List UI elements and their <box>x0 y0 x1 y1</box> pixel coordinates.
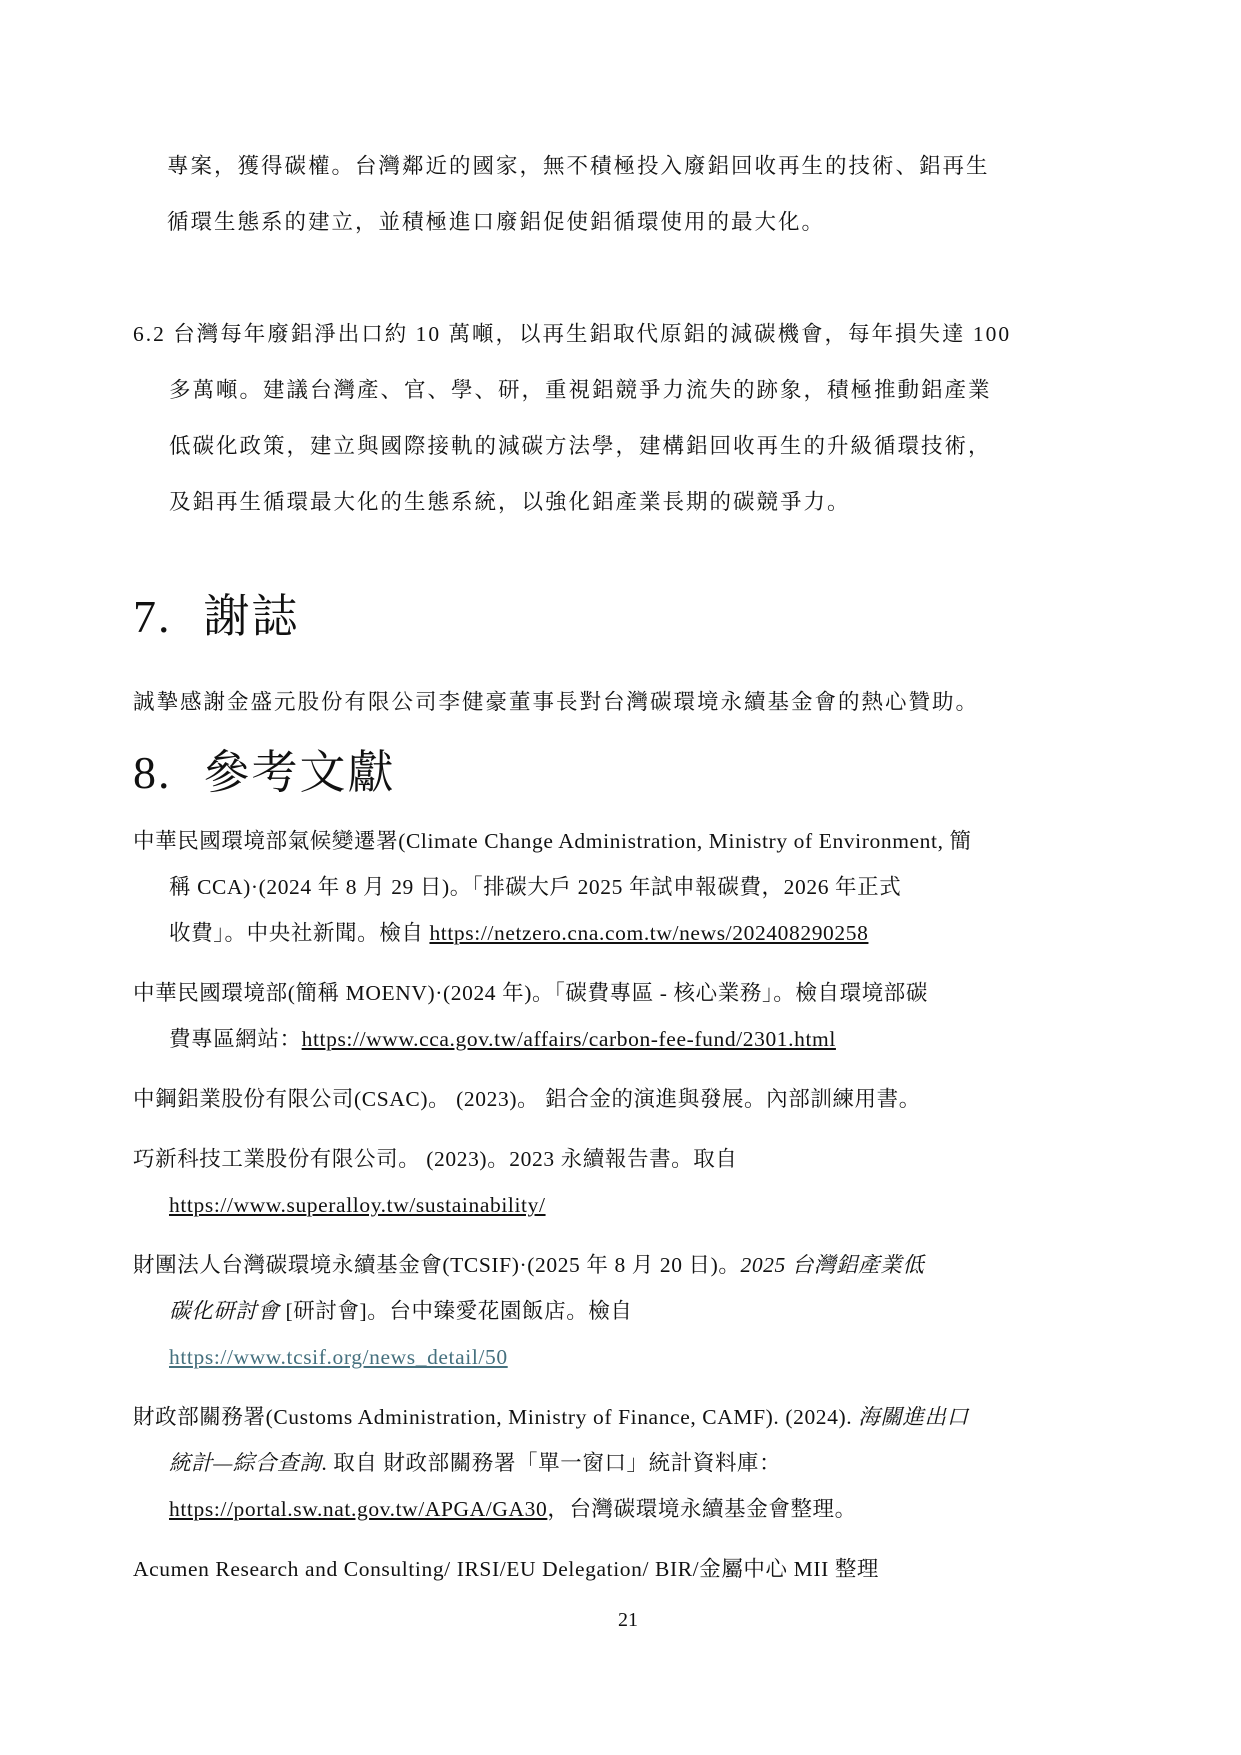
text-line <box>133 1334 1123 1380</box>
text-segment: ，台灣碳環境永續基金會整理。 <box>547 1497 857 1521</box>
text-segment: 專案，獲得碳權。台灣鄰近的國家，無不積極投入廢鋁回收再生的技術、鋁再生 <box>167 154 990 178</box>
text-segment: . 取自 財政部關務署「單一窗口」統計資料庫： <box>321 1451 782 1475</box>
section-7-number: 7. <box>133 591 172 642</box>
text-segment: 2025 台灣鋁產業低 <box>740 1253 925 1277</box>
text-line <box>133 970 1123 1016</box>
reference-entry <box>133 1546 1123 1592</box>
text-line <box>133 1136 1123 1182</box>
text-line <box>133 864 1123 910</box>
reference-entry <box>133 1076 1123 1122</box>
reference-link[interactable]: https://www.cca.gov.tw/affairs/carbon-fee-fund/2301.html <box>301 1027 836 1051</box>
text-line <box>133 418 1123 474</box>
text-segment: 海關進出口 <box>858 1405 969 1429</box>
text-segment: 碳化研討會 <box>169 1299 280 1323</box>
text-line <box>133 1076 1123 1122</box>
text-segment: Acumen Research and Consulting/ IRSI/EU Delegation/ BIR/金屬中心 MII 整理 <box>133 1557 880 1581</box>
text-line <box>133 910 1123 956</box>
text-segment: 統計—綜合查詢 <box>169 1451 322 1475</box>
text-segment: 中鋼鋁業股份有限公司(CSAC)。 (2023)。 鋁合金的演進與發展。內部訓練用書。 <box>133 1087 921 1111</box>
reference-entry <box>133 1242 1123 1380</box>
section-8-number: 8. <box>133 747 172 798</box>
text-line <box>133 1288 1123 1334</box>
text-segment: 循環生態系的建立，並積極進口廢鋁促使鋁循環使用的最大化。 <box>167 210 826 234</box>
item-6-2 <box>133 306 1123 530</box>
text-line <box>133 1016 1123 1062</box>
text-line <box>133 1486 1123 1532</box>
text-line <box>133 138 1123 194</box>
text-segment: 中華民國環境部(簡稱 MOENV)·(2024 年)。「碳費專區 - 核心業務」。檢自環境部碳 <box>133 981 928 1005</box>
reference-entry <box>133 1136 1123 1228</box>
text-segment: 費專區網站： <box>169 1027 302 1051</box>
text-segment: 巧新科技工業股份有限公司。 (2023)。2023 永續報告書。取自 <box>133 1147 738 1171</box>
text-line <box>133 1546 1123 1592</box>
reference-list <box>133 818 1123 1592</box>
text-segment: 財政部關務署(Customs Administration, Ministry of Finance, CAMF). (2024). <box>133 1405 859 1429</box>
acknowledgement-paragraph: 誠摯感謝金盛元股份有限公司李健豪董事長對台灣碳環境永續基金會的熱心贊助。 <box>133 690 980 714</box>
text-line <box>133 1440 1123 1486</box>
text-segment: 收費」。中央社新聞。檢自 <box>169 921 430 945</box>
text-segment: 低碳化政策，建立與國際接軌的減碳方法學，建構鋁回收再生的升級循環技術， <box>169 434 992 458</box>
text-segment: 財團法人台灣碳環境永續基金會(TCSIF)·(2025 年 8 月 20 日)。 <box>133 1253 741 1277</box>
text-segment: 及鋁再生循環最大化的生態系統，以強化鋁產業長期的碳競爭力。 <box>169 490 851 514</box>
section-8-heading <box>133 742 1123 804</box>
text-line <box>133 362 1123 418</box>
reference-entry <box>133 1394 1123 1532</box>
text-line <box>133 1242 1123 1288</box>
text-segment: 中華民國環境部氣候變遷署(Climate Change Administration, Ministry of Environment, 簡 <box>133 829 972 853</box>
text-line <box>133 1182 1123 1228</box>
reference-link[interactable]: https://netzero.cna.com.tw/news/202408290258 <box>429 921 869 945</box>
page-number: 21 <box>618 1609 638 1631</box>
section-7-heading <box>133 586 1123 648</box>
text-line <box>133 194 1123 250</box>
section-8-title: 參考文獻 <box>203 747 396 798</box>
reference-entry <box>133 970 1123 1062</box>
text-line <box>133 306 1123 362</box>
text-segment: 多萬噸。建議台灣產、官、學、研，重視鋁競爭力流失的跡象，積極推動鋁產業 <box>169 378 992 402</box>
text-line <box>133 1394 1123 1440</box>
reference-entry <box>133 818 1123 956</box>
reference-link[interactable]: https://www.tcsif.org/news_detail/50 <box>169 1345 508 1369</box>
text-line <box>133 474 1123 530</box>
section-7-title: 謝誌 <box>203 591 300 642</box>
continuation-paragraph <box>133 138 1123 250</box>
text-line <box>133 818 1123 864</box>
reference-link[interactable]: https://www.superalloy.tw/sustainability/ <box>169 1193 546 1217</box>
text-segment: 6.2 台灣每年廢鋁淨出口約 10 萬噸，以再生鋁取代原鋁的減碳機會，每年損失達 100 <box>133 322 1012 346</box>
text-segment: [研討會]。台中臻愛花園飯店。檢自 <box>279 1299 633 1323</box>
reference-link[interactable]: https://portal.sw.nat.gov.tw/APGA/GA30 <box>169 1497 548 1521</box>
text-segment: 稱 CCA)·(2024 年 8 月 29 日)。「排碳大戶 2025 年試申報碳費，2026 年正式 <box>169 875 902 899</box>
